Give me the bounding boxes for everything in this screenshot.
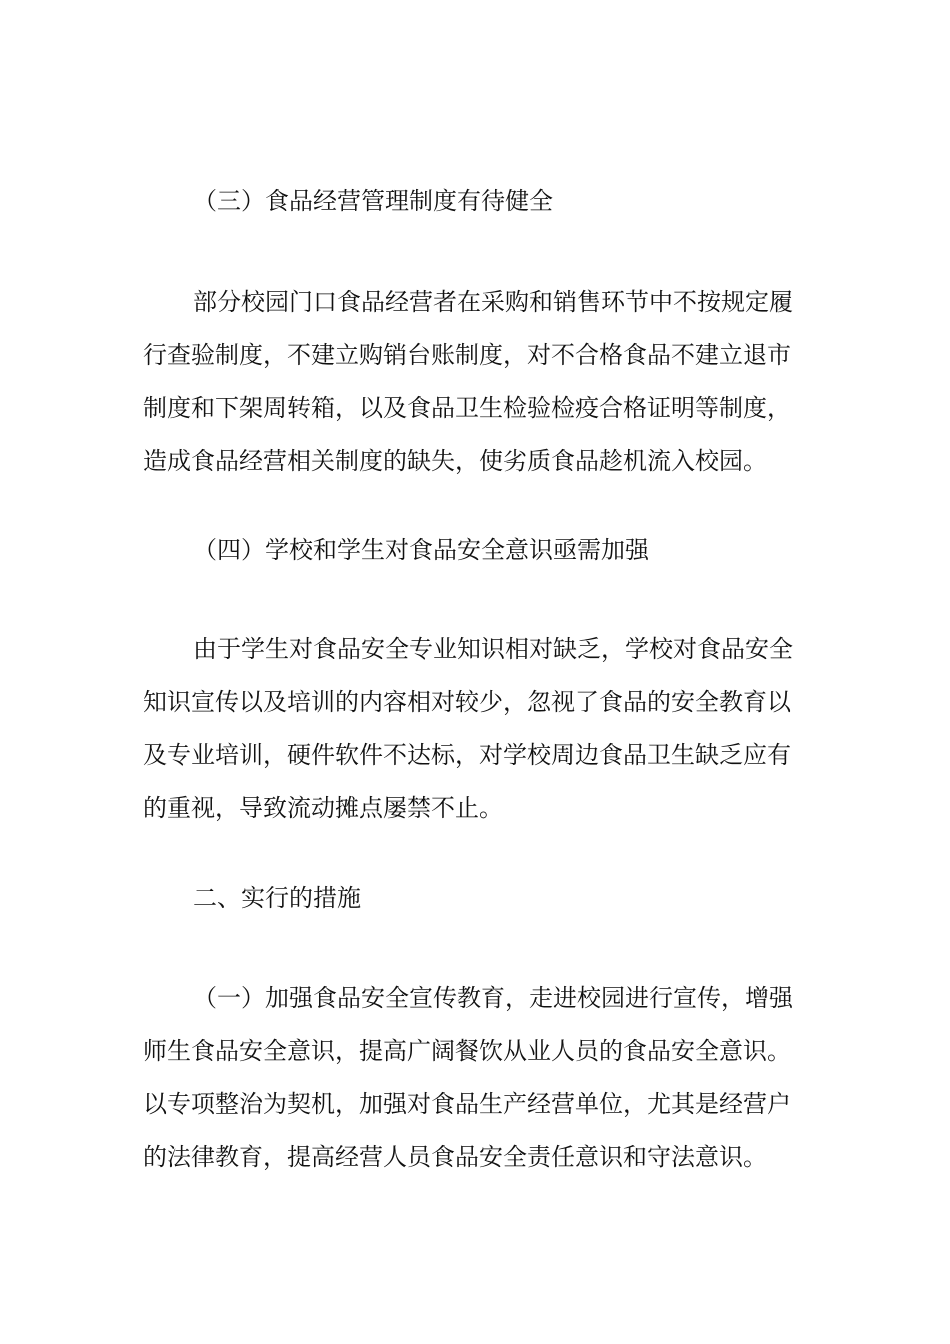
paragraph-line: 知识宣传以及培训的内容相对较少，忽视了食品的安全教育以 xyxy=(143,688,791,716)
paragraph-line: 由于学生对食品安全专业知识相对缺乏，学校对食品安全 xyxy=(193,635,793,663)
paragraph-safety-awareness xyxy=(143,623,807,835)
paragraph-line: （一）加强食品安全宣传教育，走进校园进行宣传，增强 xyxy=(193,984,793,1012)
paragraph-line: 行查验制度，不建立购销台账制度，对不合格食品不建立退市 xyxy=(143,341,791,369)
paragraph-line: 的重视，导致流动摊点屡禁不止。 xyxy=(143,794,503,822)
chapter-heading-measures: 二、实行的措施 xyxy=(193,884,361,912)
paragraph-line: 师生食品安全意识，提高广阔餐饮从业人员的食品安全意识。 xyxy=(143,1037,791,1065)
section-heading-4: （四）学校和学生对食品安全意识亟需加强 xyxy=(193,536,649,564)
paragraph-line: 以专项整治为契机，加强对食品生产经营单位，尤其是经营户 xyxy=(143,1090,791,1118)
paragraph-line: 部分校园门口食品经营者在采购和销售环节中不按规定履 xyxy=(193,288,793,316)
paragraph-line: 制度和下架周转箱，以及食品卫生检验检疫合格证明等制度， xyxy=(143,394,791,422)
paragraph-line: 的法律教育，提高经营人员食品安全责任意识和守法意识。 xyxy=(143,1143,767,1171)
paragraph-management-system xyxy=(143,276,807,488)
paragraph-measure-1 xyxy=(143,972,807,1184)
paragraph-line: 造成食品经营相关制度的缺失，使劣质食品趁机流入校园。 xyxy=(143,447,767,475)
section-heading-3: （三）食品经营管理制度有待健全 xyxy=(193,187,553,215)
paragraph-line: 及专业培训，硬件软件不达标，对学校周边食品卫生缺乏应有 xyxy=(143,741,791,769)
